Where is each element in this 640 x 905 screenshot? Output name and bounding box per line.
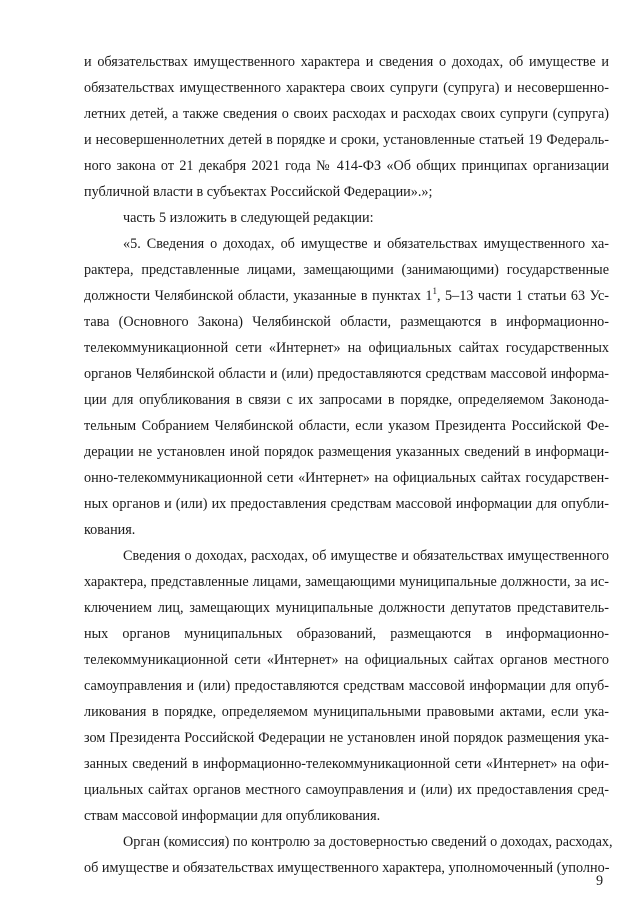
text-line: характера, представленные лицами, замещающими муниципальные должности, за ис- <box>84 574 609 590</box>
text-line: Сведения о доходах, расходах, об имуществе и обязательствах имущественного <box>123 548 609 564</box>
text-line: обязательствах имущественного характера своих супруги (супруга) и несовершенно- <box>84 80 609 96</box>
text-segment: должности Челябинской области, указанные в пунктах 1 <box>84 288 433 304</box>
text-line: тельным Собранием Челябинской области, если указом Президента Российской Фе- <box>84 418 609 434</box>
text-line: телекоммуникационной сети «Интернет» на официальных сайтах органов местного <box>84 652 609 668</box>
text-line: часть 5 изложить в следующей редакции: <box>123 210 374 226</box>
text-line: и обязательствах имущественного характера и сведения о доходах, об имуществе и <box>84 54 609 70</box>
text-segment: , 5–13 части 1 статьи 63 Ус- <box>436 288 609 304</box>
text-line: телекоммуникационной сети «Интернет» на официальных сайтах государственных <box>84 340 609 356</box>
text-line: ного закона от 21 декабря 2021 года № 414-ФЗ «Об общих принципах организации <box>84 158 609 174</box>
text-line: об имуществе и обязательствах имущественного характера, уполномоченный (уполно- <box>84 860 610 876</box>
text-line <box>84 287 609 305</box>
text-line: ции для опубликования в связи с их запросами в порядке, определяемом Законода- <box>84 392 609 408</box>
text-line: самоуправления и (или) предоставляются средствам массовой информации для опуб- <box>84 678 609 694</box>
text-line: рактера, представленные лицами, замещающими (занимающими) государственные <box>84 262 609 278</box>
text-line: органов Челябинской области и (или) предоставляются средствам массовой информа- <box>84 366 609 382</box>
text-line: летних детей, а также сведения о своих расходах и расходах своих супруги (супруга) <box>84 106 609 122</box>
text-line: ных органов муниципальных образований, размещаются в информационно- <box>84 626 609 642</box>
text-line: Орган (комиссия) по контролю за достоверностью сведений о доходах, расходах, <box>123 834 613 850</box>
text-line: ных органов и (или) их предоставления средствам массовой информации для опубли- <box>84 496 609 512</box>
text-line: дерации не установлен иной порядок размещения указанных сведений в информаци- <box>84 444 609 460</box>
text-line: и несовершеннолетних детей в порядке и сроки, установленные статьей 19 Федераль- <box>84 132 609 148</box>
text-line: циальных сайтах органов местного самоуправления и (или) их предоставления сред- <box>84 782 609 798</box>
text-line: занных сведений в информационно-телекоммуникационной сети «Интернет» на офи- <box>84 756 609 772</box>
text-line: онно-телекоммуникационной сети «Интернет» на официальных сайтах государствен- <box>84 470 609 486</box>
superscript: 1 <box>432 286 437 296</box>
text-line: ствам массовой информации для опубликования. <box>84 808 381 824</box>
text-line: «5. Сведения о доходах, об имуществе и обязательствах имущественного ха- <box>123 236 609 252</box>
text-line: зом Президента Российской Федерации не установлен иной порядок размещения ука- <box>84 730 609 746</box>
text-line: публичной власти в субъектах Российской Федерации».»; <box>84 184 433 200</box>
text-line: кования. <box>84 522 136 538</box>
page-number: 9 <box>596 873 604 889</box>
text-line: тава (Основного Закона) Челябинской области, размещаются в информационно- <box>84 314 609 330</box>
text-line: ликования в порядке, определяемом муниципальными правовыми актами, если ука- <box>84 704 609 720</box>
text-line: ключением лиц, замещающих муниципальные должности депутатов представитель- <box>84 600 609 616</box>
